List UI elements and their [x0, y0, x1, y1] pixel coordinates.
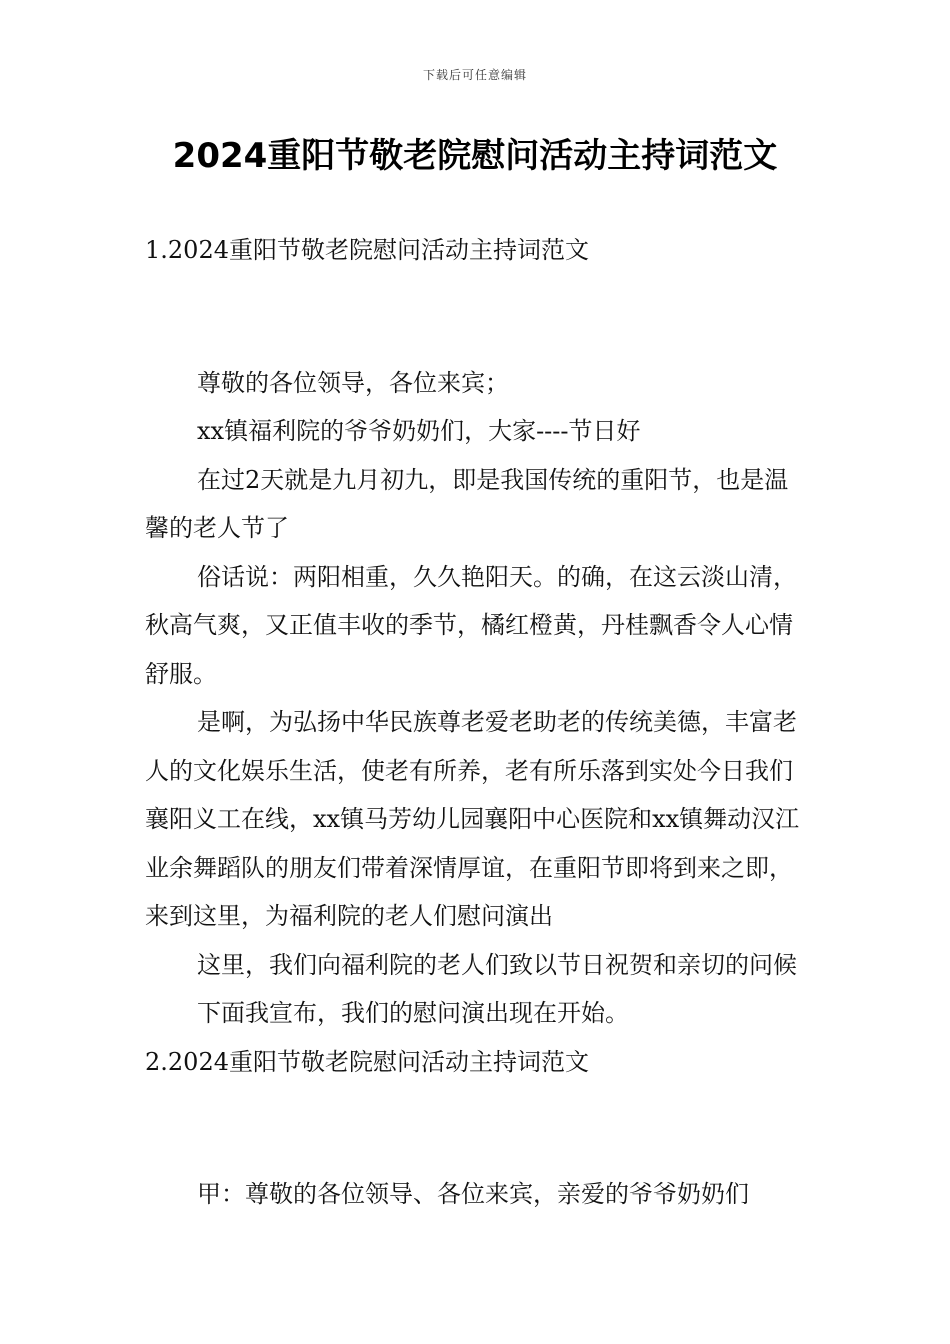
paragraph: 这里，我们向福利院的老人们致以节日祝贺和亲切的问候	[197, 950, 797, 979]
spacer	[145, 1086, 810, 1134]
paragraph: 是啊，为弘扬中华民族尊老爱老助老的传统美德，丰富老人的文化娱乐生活，使老有所养，老有所乐落到实处今日我们襄阳义工在线，xx镇马芳幼儿园襄阳中心医院和xx镇舞动汉江业余舞蹈队的朋友们带着深情厚谊，在重阳节即将到来之即，来到这里，为福利院的老人们慰问演出	[145, 708, 800, 930]
header-note: 下载后可任意编辑	[422, 68, 527, 82]
paragraph: 下面我宣布，我们的慰问演出现在开始。	[197, 999, 629, 1027]
section-heading-1: 1.2024重阳节敬老院慰问活动主持词范文	[145, 236, 589, 264]
section-heading-2: 2.2024重阳节敬老院慰问活动主持词范文	[145, 1047, 589, 1076]
spacer	[145, 1134, 810, 1170]
paragraph: 尊敬的各位领导，各位来宾；	[197, 368, 509, 397]
spacer	[145, 323, 810, 359]
paragraph: 在过2天就是九月初九，即是我国传统的重阳节，也是温馨的老人节了	[145, 465, 789, 542]
spacer	[145, 275, 810, 323]
document-body	[145, 226, 810, 1219]
paragraph: 俗话说：两阳相重，久久艳阳天。的确，在这云淡山清，秋高气爽，又正值丰收的季节，橘红橙黄，丹桂飘香令人心情舒服。	[145, 562, 797, 688]
document-title: 2024重阳节敬老院慰问活动主持词范文	[172, 136, 778, 176]
paragraph: 甲：尊敬的各位领导、各位来宾，亲爱的爷爷奶奶们	[197, 1180, 749, 1208]
paragraph: xx镇福利院的爷爷奶奶们，大家----节日好	[197, 417, 641, 445]
